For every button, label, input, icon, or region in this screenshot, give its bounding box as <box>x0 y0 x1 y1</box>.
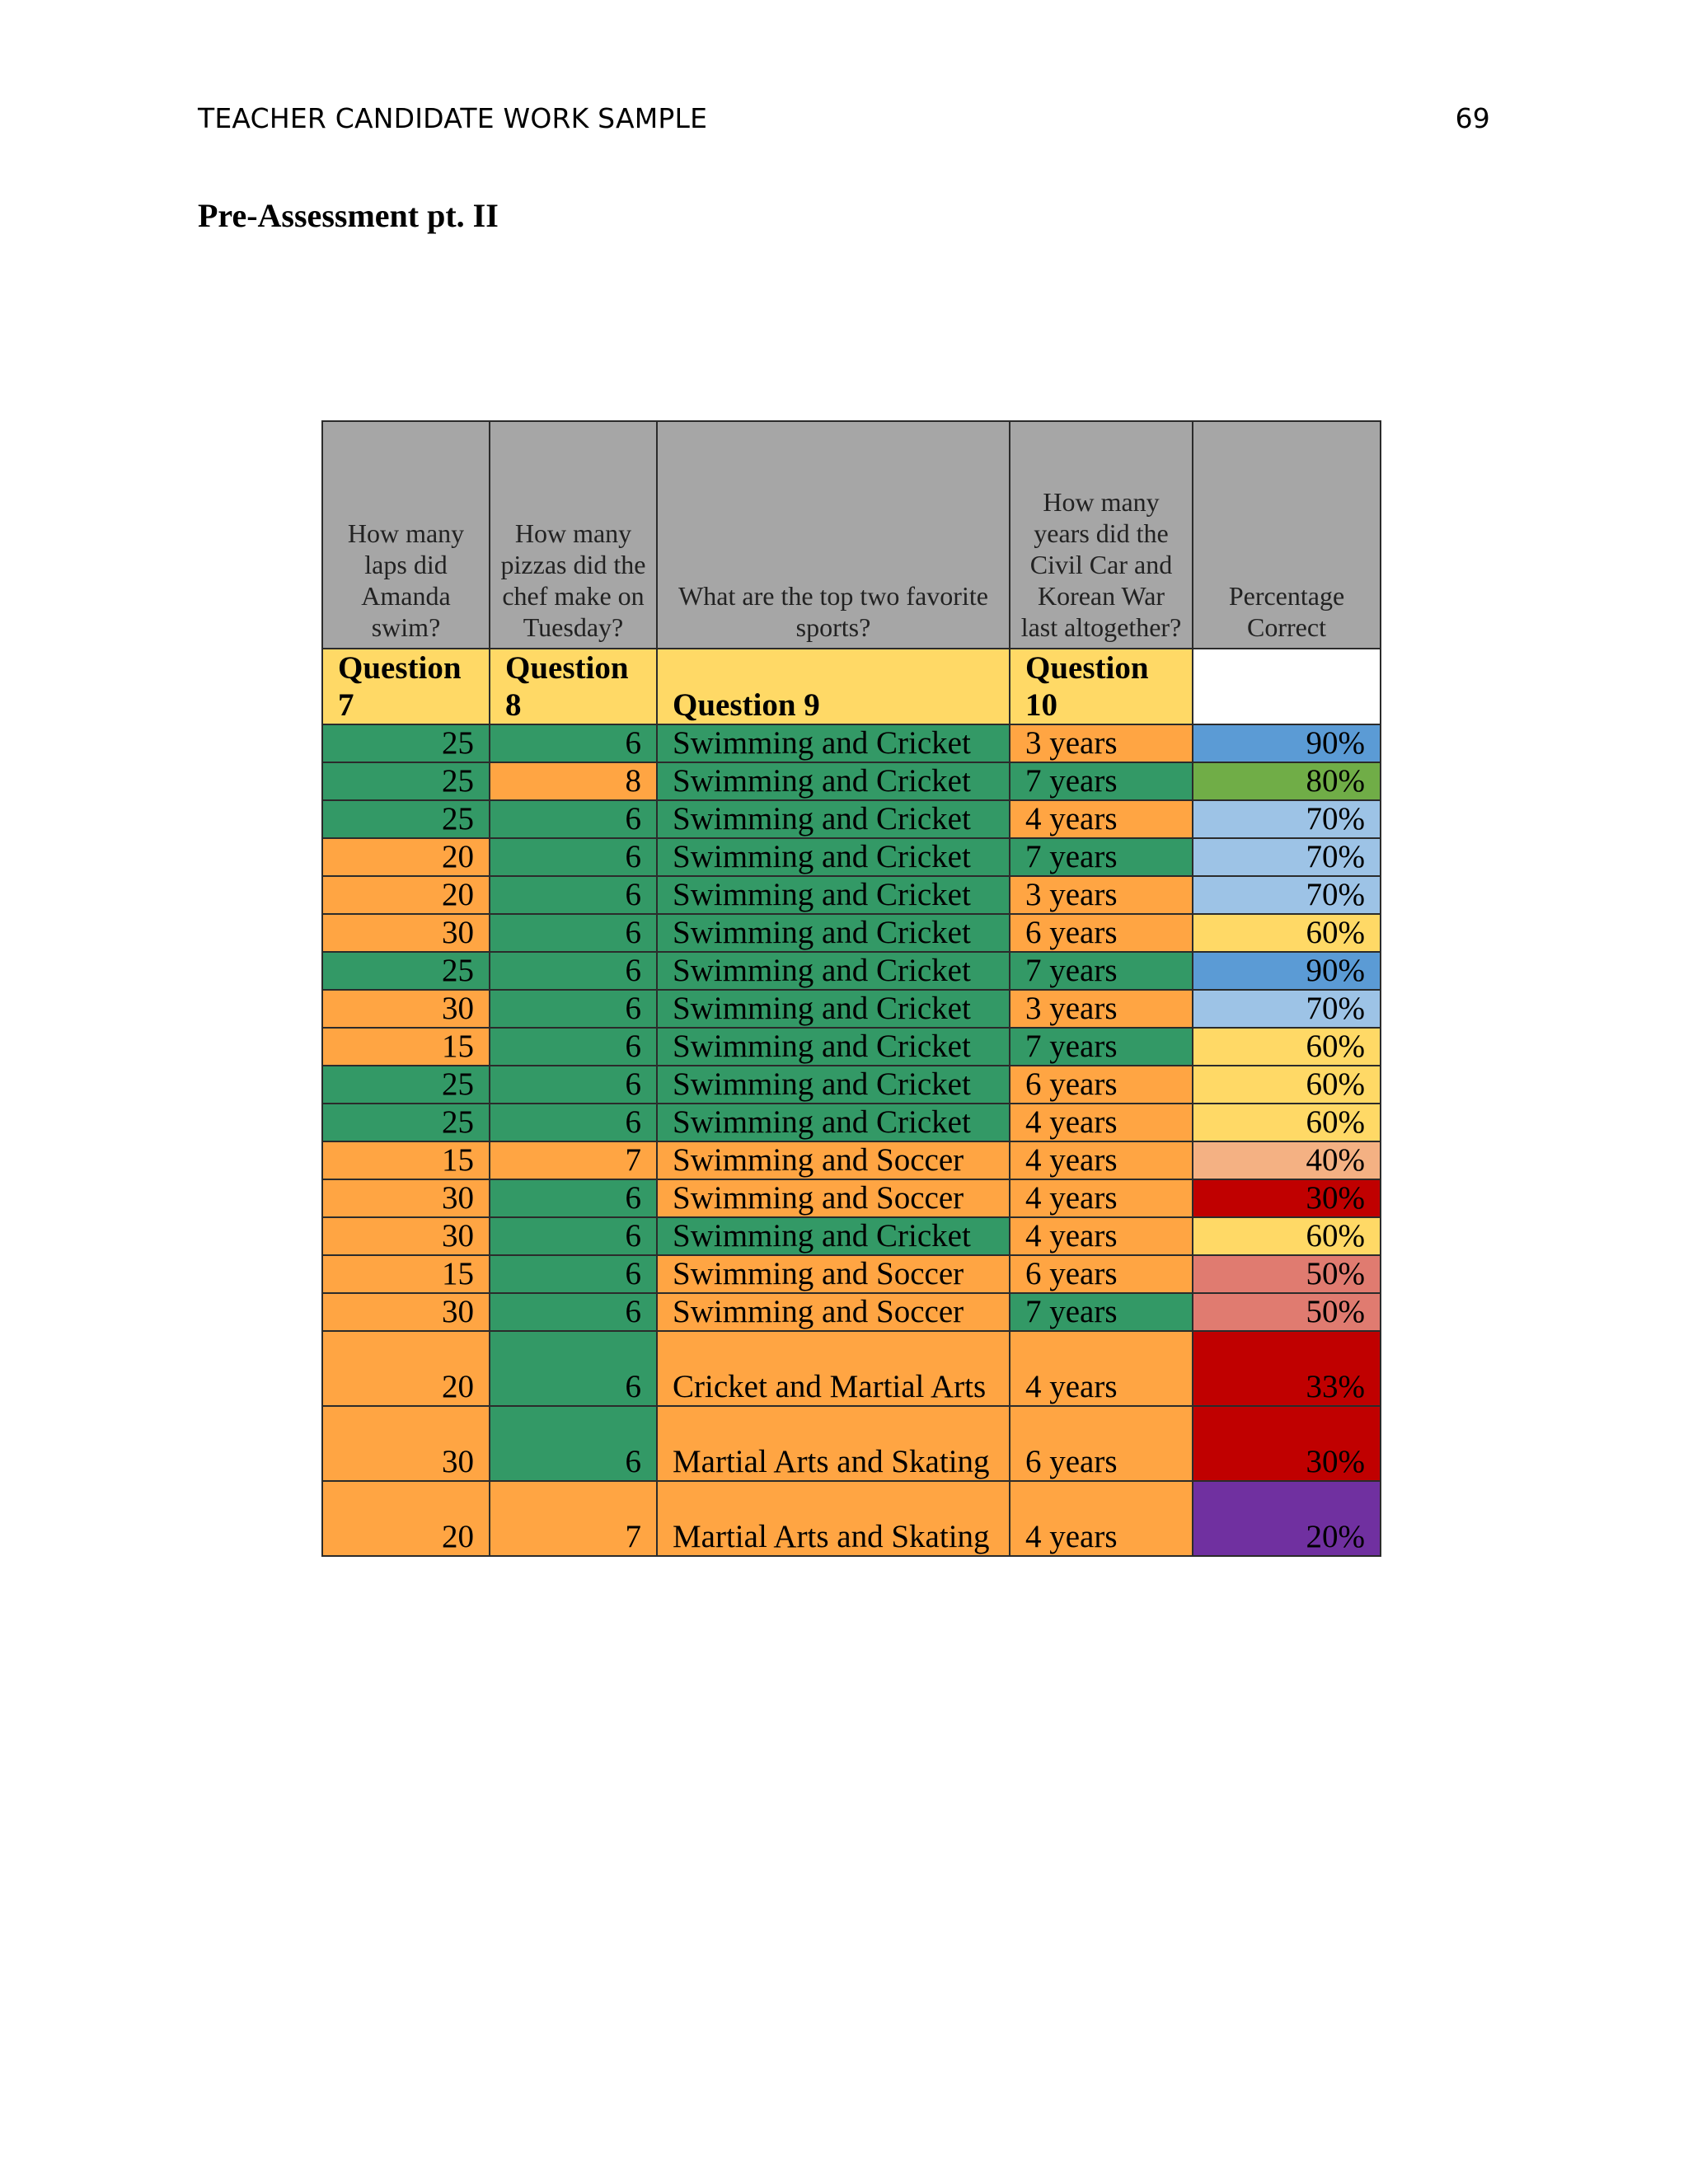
q9-answer: Cricket and Martial Arts <box>657 1331 1010 1406</box>
q10-answer: 4 years <box>1010 800 1193 838</box>
percentage-correct: 50% <box>1193 1293 1381 1331</box>
q7-answer: 25 <box>322 762 490 800</box>
q10-answer: 7 years <box>1010 952 1193 990</box>
table-row <box>322 1406 1381 1481</box>
q9-answer: Swimming and Soccer <box>657 1293 1010 1331</box>
results-table <box>321 420 1381 1557</box>
percentage-correct: 90% <box>1193 952 1381 990</box>
q7-answer: 25 <box>322 800 490 838</box>
percentage-correct: 80% <box>1193 762 1381 800</box>
question-text: What are the top two favorite sports? <box>657 421 1010 649</box>
percentage-correct: 60% <box>1193 1066 1381 1104</box>
q8-answer: 6 <box>490 1331 657 1406</box>
q8-answer: 6 <box>490 990 657 1028</box>
q8-answer: 6 <box>490 724 657 762</box>
q7-answer: 25 <box>322 952 490 990</box>
q10-answer: 4 years <box>1010 1217 1193 1255</box>
percentage-correct: 20% <box>1193 1481 1381 1556</box>
section-title: Pre-Assessment pt. II <box>198 197 499 234</box>
q7-answer: 30 <box>322 1179 490 1217</box>
running-head <box>198 102 1490 143</box>
q8-answer: 6 <box>490 800 657 838</box>
q7-answer: 15 <box>322 1028 490 1066</box>
q8-answer: 6 <box>490 1028 657 1066</box>
table-row <box>322 838 1381 876</box>
table-row <box>322 1066 1381 1104</box>
q7-answer: 15 <box>322 1255 490 1293</box>
q8-answer: 6 <box>490 914 657 952</box>
q7-answer: 30 <box>322 1406 490 1481</box>
q9-answer: Swimming and Cricket <box>657 762 1010 800</box>
q8-answer: 7 <box>490 1481 657 1556</box>
percentage-correct: 33% <box>1193 1331 1381 1406</box>
q10-answer: 6 years <box>1010 1066 1193 1104</box>
question-text-row <box>322 421 1381 649</box>
q7-answer: 20 <box>322 1331 490 1406</box>
q8-answer: 6 <box>490 876 657 914</box>
table-row <box>322 762 1381 800</box>
q10-answer: 4 years <box>1010 1141 1193 1179</box>
q9-answer: Swimming and Cricket <box>657 914 1010 952</box>
question-text: How many pizzas did the chef make on Tuesday? <box>490 421 657 649</box>
table-row <box>322 1255 1381 1293</box>
percentage-correct: 30% <box>1193 1179 1381 1217</box>
q8-answer: 7 <box>490 1141 657 1179</box>
table-row <box>322 1331 1381 1406</box>
question-label: Question 9 <box>657 649 1010 724</box>
q10-answer: 4 years <box>1010 1179 1193 1217</box>
q8-answer: 6 <box>490 1179 657 1217</box>
question-label-blank <box>1193 649 1381 724</box>
table-row <box>322 724 1381 762</box>
percentage-correct: 60% <box>1193 914 1381 952</box>
q7-answer: 15 <box>322 1141 490 1179</box>
question-text: Percentage Correct <box>1193 421 1381 649</box>
table-row <box>322 1104 1381 1141</box>
q7-answer: 30 <box>322 1217 490 1255</box>
q10-answer: 3 years <box>1010 876 1193 914</box>
q10-answer: 7 years <box>1010 1293 1193 1331</box>
table-row <box>322 1217 1381 1255</box>
q10-answer: 4 years <box>1010 1331 1193 1406</box>
q8-answer: 8 <box>490 762 657 800</box>
q8-answer: 6 <box>490 1293 657 1331</box>
question-text: How many laps did Amanda swim? <box>322 421 490 649</box>
table-row <box>322 1481 1381 1556</box>
q8-answer: 6 <box>490 1406 657 1481</box>
q9-answer: Swimming and Cricket <box>657 838 1010 876</box>
percentage-correct: 50% <box>1193 1255 1381 1293</box>
q9-answer: Swimming and Cricket <box>657 724 1010 762</box>
table-row <box>322 952 1381 990</box>
q7-answer: 20 <box>322 838 490 876</box>
q10-answer: 6 years <box>1010 1406 1193 1481</box>
question-text: How many years did the Civil Car and Korean War last altogether? <box>1010 421 1193 649</box>
running-title: TEACHER CANDIDATE WORK SAMPLE <box>198 102 708 134</box>
percentage-correct: 60% <box>1193 1104 1381 1141</box>
q7-answer: 25 <box>322 1066 490 1104</box>
percentage-correct: 70% <box>1193 876 1381 914</box>
q9-answer: Swimming and Soccer <box>657 1141 1010 1179</box>
question-label: Question 7 <box>322 649 490 724</box>
q10-answer: 7 years <box>1010 762 1193 800</box>
q9-answer: Swimming and Cricket <box>657 1104 1010 1141</box>
q9-answer: Martial Arts and Skating <box>657 1481 1010 1556</box>
table-row <box>322 1028 1381 1066</box>
table-row <box>322 1293 1381 1331</box>
percentage-correct: 60% <box>1193 1028 1381 1066</box>
q10-answer: 4 years <box>1010 1104 1193 1141</box>
percentage-correct: 90% <box>1193 724 1381 762</box>
table-row <box>322 1179 1381 1217</box>
q9-answer: Swimming and Soccer <box>657 1179 1010 1217</box>
q8-answer: 6 <box>490 1066 657 1104</box>
percentage-correct: 40% <box>1193 1141 1381 1179</box>
table-row <box>322 800 1381 838</box>
percentage-correct: 70% <box>1193 800 1381 838</box>
q10-answer: 3 years <box>1010 990 1193 1028</box>
q10-answer: 7 years <box>1010 1028 1193 1066</box>
q8-answer: 6 <box>490 1104 657 1141</box>
q8-answer: 6 <box>490 1255 657 1293</box>
percentage-correct: 60% <box>1193 1217 1381 1255</box>
percentage-correct: 70% <box>1193 838 1381 876</box>
q9-answer: Swimming and Cricket <box>657 1028 1010 1066</box>
q10-answer: 3 years <box>1010 724 1193 762</box>
q7-answer: 20 <box>322 1481 490 1556</box>
percentage-correct: 30% <box>1193 1406 1381 1481</box>
q10-answer: 6 years <box>1010 914 1193 952</box>
q7-answer: 30 <box>322 914 490 952</box>
table-row <box>322 914 1381 952</box>
q7-answer: 20 <box>322 876 490 914</box>
table-row <box>322 1141 1381 1179</box>
q10-answer: 7 years <box>1010 838 1193 876</box>
q8-answer: 6 <box>490 838 657 876</box>
q7-answer: 30 <box>322 1293 490 1331</box>
q7-answer: 30 <box>322 990 490 1028</box>
q10-answer: 4 years <box>1010 1481 1193 1556</box>
q10-answer: 6 years <box>1010 1255 1193 1293</box>
q7-answer: 25 <box>322 1104 490 1141</box>
question-label-row <box>322 649 1381 724</box>
page-number: 69 <box>1455 102 1490 134</box>
question-label: Question 8 <box>490 649 657 724</box>
q8-answer: 6 <box>490 952 657 990</box>
q9-answer: Swimming and Cricket <box>657 952 1010 990</box>
q7-answer: 25 <box>322 724 490 762</box>
q9-answer: Swimming and Cricket <box>657 1066 1010 1104</box>
q9-answer: Swimming and Soccer <box>657 1255 1010 1293</box>
q9-answer: Swimming and Cricket <box>657 1217 1010 1255</box>
table-row <box>322 990 1381 1028</box>
q9-answer: Swimming and Cricket <box>657 876 1010 914</box>
table-row <box>322 876 1381 914</box>
percentage-correct: 70% <box>1193 990 1381 1028</box>
q9-answer: Swimming and Cricket <box>657 800 1010 838</box>
question-label: Question 10 <box>1010 649 1193 724</box>
q9-answer: Martial Arts and Skating <box>657 1406 1010 1481</box>
q9-answer: Swimming and Cricket <box>657 990 1010 1028</box>
q8-answer: 6 <box>490 1217 657 1255</box>
